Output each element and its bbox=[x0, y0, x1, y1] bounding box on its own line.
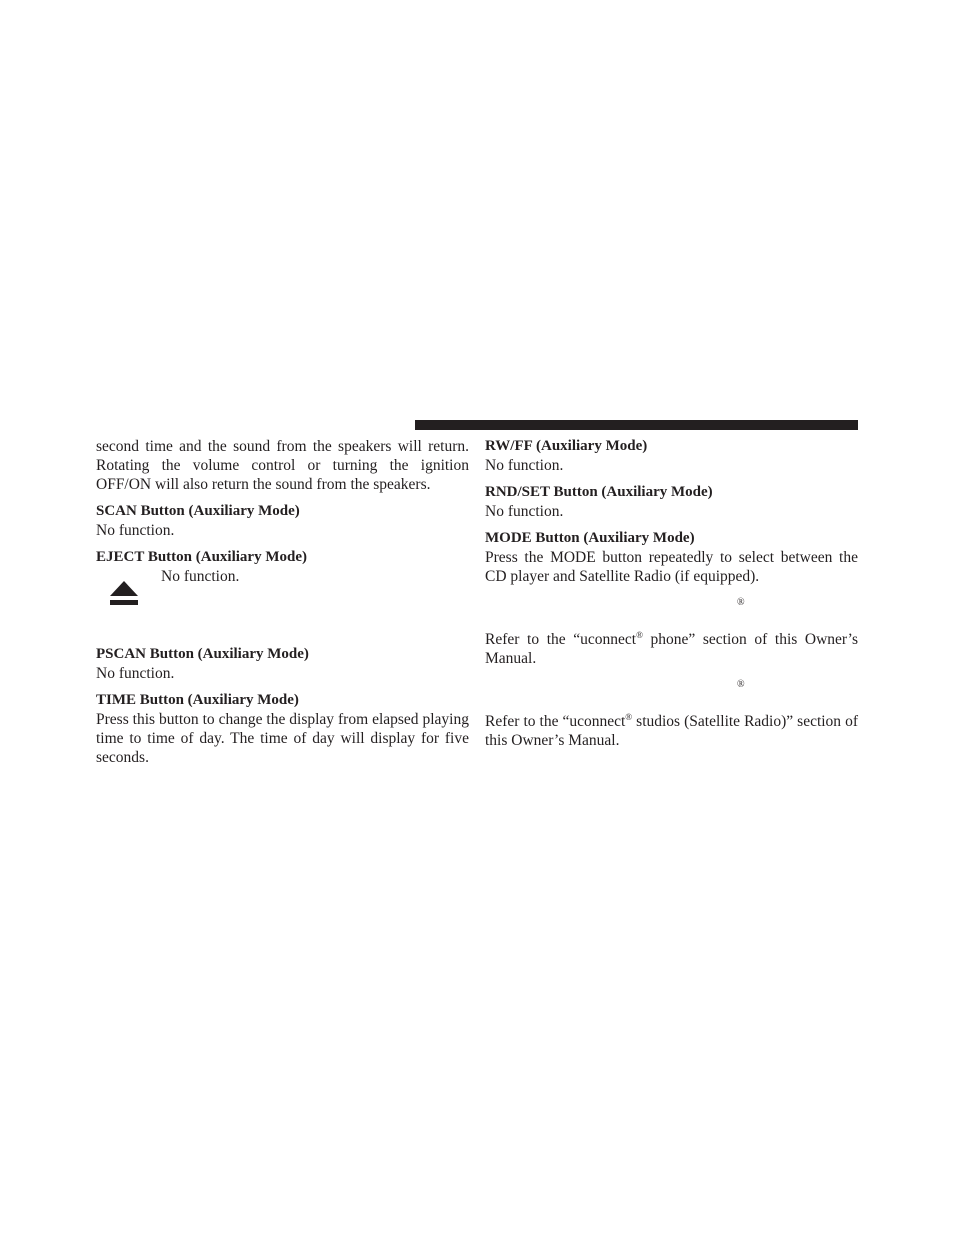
scan-heading: SCAN Button (Auxiliary Mode) bbox=[96, 503, 300, 519]
section-header-bar bbox=[415, 420, 858, 430]
eject-text: No function. bbox=[161, 568, 240, 585]
eject-row bbox=[96, 567, 469, 637]
mode-text: Press the MODE button repeatedly to select between the CD player and Satellite Radio (if equipped). bbox=[485, 549, 858, 585]
pscan-text: No function. bbox=[96, 665, 175, 682]
time-text: Press this button to change the display from elapsed playing time to time of day. The time of day will display for five seconds. bbox=[96, 711, 469, 766]
studios-heading-area bbox=[485, 676, 858, 712]
pscan-heading: PSCAN Button (Auxiliary Mode) bbox=[96, 646, 309, 662]
rwff-heading: RW/FF (Auxiliary Mode) bbox=[485, 438, 648, 454]
eject-heading: EJECT Button (Auxiliary Mode) bbox=[96, 549, 307, 565]
registered-mark: ® bbox=[737, 679, 745, 690]
eject-icon bbox=[110, 581, 138, 607]
intro-paragraph: second time and the sound from the speakers will return. Rotating the volume control or turning the ignition OFF/ON will also return the sound from the speakers. bbox=[96, 438, 469, 493]
registered-mark: ® bbox=[737, 597, 745, 608]
rwff-text: No function. bbox=[485, 457, 564, 474]
phone-heading-area bbox=[485, 594, 858, 630]
time-heading: TIME Button (Auxiliary Mode) bbox=[96, 692, 299, 708]
studios-text: Refer to the “uconnect® studios (Satellite Radio)” section of this Owner’s Manual. bbox=[485, 711, 858, 749]
right-column bbox=[485, 437, 858, 750]
left-column bbox=[96, 437, 469, 767]
rndset-text: No function. bbox=[485, 503, 564, 520]
phone-text: Refer to the “uconnect® phone” section of this Owner’s Manual. bbox=[485, 629, 858, 667]
rndset-heading: RND/SET Button (Auxiliary Mode) bbox=[485, 484, 713, 500]
scan-text: No function. bbox=[96, 522, 175, 539]
mode-heading: MODE Button (Auxiliary Mode) bbox=[485, 530, 695, 546]
